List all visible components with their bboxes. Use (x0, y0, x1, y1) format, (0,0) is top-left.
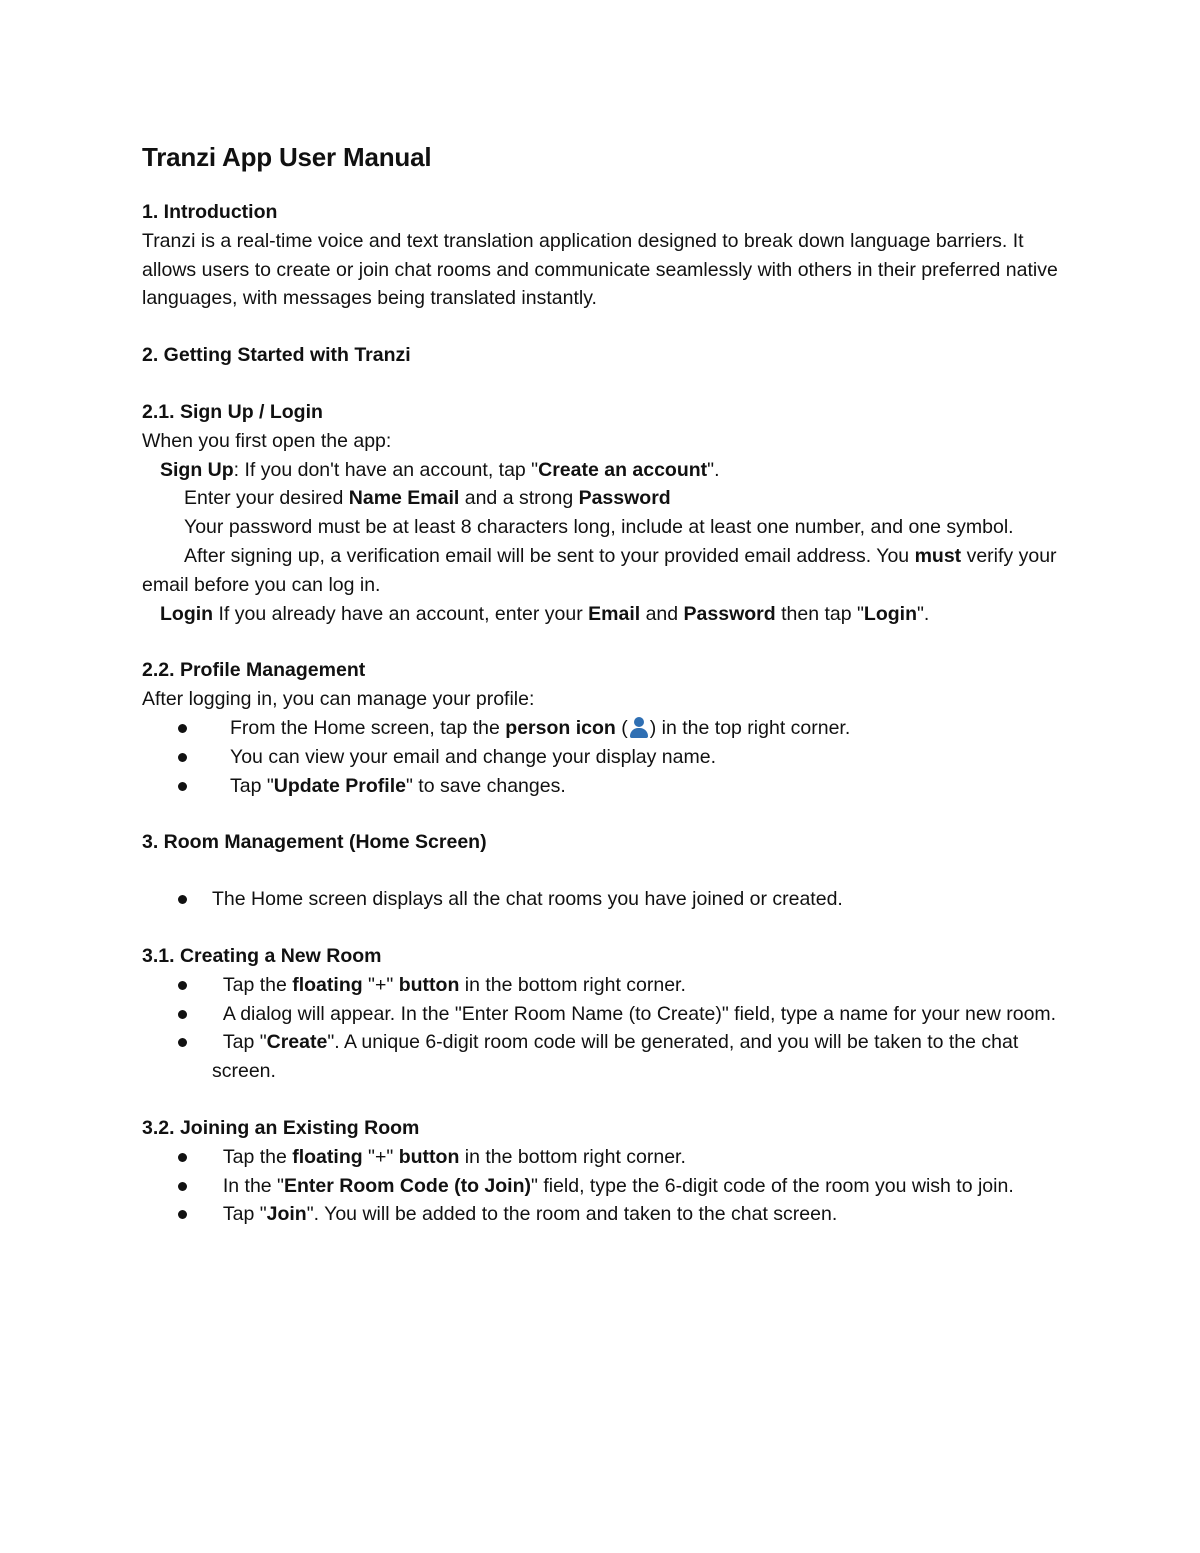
bullet-icon (178, 724, 187, 733)
bullet-icon (178, 981, 187, 990)
profile-list (142, 714, 1072, 800)
bullet-icon (178, 1153, 187, 1162)
password-label: Password (578, 487, 671, 510)
login-line: Login If you already have an account, enter your Email and Password then tap "Login". (160, 602, 930, 625)
list-item: Tap "Join". You will be added to the room and taken to the chat screen. (142, 1200, 1072, 1229)
list-item: A dialog will appear. In the "Enter Room Name (to Create)" field, type a name for your new room. (142, 1000, 1072, 1029)
section-heading-join-room: 3.2. Joining an Existing Room (142, 1116, 420, 1139)
bullet-icon (178, 782, 187, 791)
verify-email-note: After signing up, a verification email will be sent to your provided email address. You must verify your email before you can log in. (142, 544, 1057, 596)
list-item: Tap "Create". A unique 6-digit room code will be generated, and you will be taken to the chat screen. (142, 1028, 1072, 1086)
section-heading-room-management: 3. Room Management (Home Screen) (142, 831, 487, 854)
list-item: Tap "Update Profile" to save changes. (142, 772, 1072, 801)
create-account-label: Create an account (538, 458, 708, 481)
profile-lead: After logging in, you can manage your profile: (142, 688, 535, 711)
list-item: From the Home screen, tap the person icon ( ) in the top right corner. (142, 714, 1072, 743)
document-title: Tranzi App User Manual (142, 142, 432, 172)
email-label: Email (588, 602, 641, 625)
bullet-icon (178, 1182, 187, 1191)
join-room-list (142, 1143, 1072, 1229)
bullet-icon (178, 1038, 187, 1047)
section-heading-create-room: 3.1. Creating a New Room (142, 944, 382, 967)
login-button-label: Login (863, 602, 917, 625)
bullet-icon (178, 895, 187, 904)
bullet-icon (178, 1010, 187, 1019)
must-label: must (914, 544, 962, 567)
list-item: You can view your email and change your display name. (142, 743, 1072, 772)
person-icon-label: person icon (505, 716, 616, 739)
section-heading-sign-up-login: 2.1. Sign Up / Login (142, 400, 323, 423)
signup-lead: When you first open the app: (142, 429, 392, 452)
list-item: Tap the floating "+" button in the bottom right corner. (142, 971, 1072, 1000)
introduction-paragraph: Tranzi is a real-time voice and text translation application designed to break down language barriers. It allows users to create or join chat rooms and communicate seamlessly with others in their preferred native languages, with messages being translated instantly. (142, 229, 1058, 310)
signup-line: Sign Up: If you don't have an account, tap "Create an account". (160, 458, 720, 481)
bullet-icon (178, 753, 187, 762)
section-heading-getting-started: 2. Getting Started with Tranzi (142, 344, 411, 367)
password-label-2: Password (683, 602, 776, 625)
room-management-list (142, 885, 1072, 914)
password-rule: Your password must be at least 8 characters long, include at least one number, and one symbol. (184, 516, 1014, 539)
list-item: The Home screen displays all the chat rooms you have joined or created. (142, 885, 1072, 914)
section-heading-profile-management: 2.2. Profile Management (142, 659, 366, 682)
signup-label: Sign Up (160, 458, 234, 481)
list-item: In the "Enter Room Code (to Join)" field, type the 6-digit code of the room you wish to join. (142, 1172, 1072, 1201)
signup-fields-line: Enter your desired Name Email and a strong Password (184, 487, 671, 510)
list-item: Tap the floating "+" button in the bottom right corner. (142, 1143, 1072, 1172)
person-icon (628, 716, 650, 738)
section-heading-introduction: 1. Introduction (142, 201, 278, 223)
login-label: Login (160, 602, 214, 625)
update-profile-label: Update Profile (273, 774, 406, 797)
bullet-icon (178, 1210, 187, 1219)
document-page (142, 138, 1072, 1229)
name-email-label: Name Email (348, 487, 460, 510)
create-room-list (142, 971, 1072, 1086)
